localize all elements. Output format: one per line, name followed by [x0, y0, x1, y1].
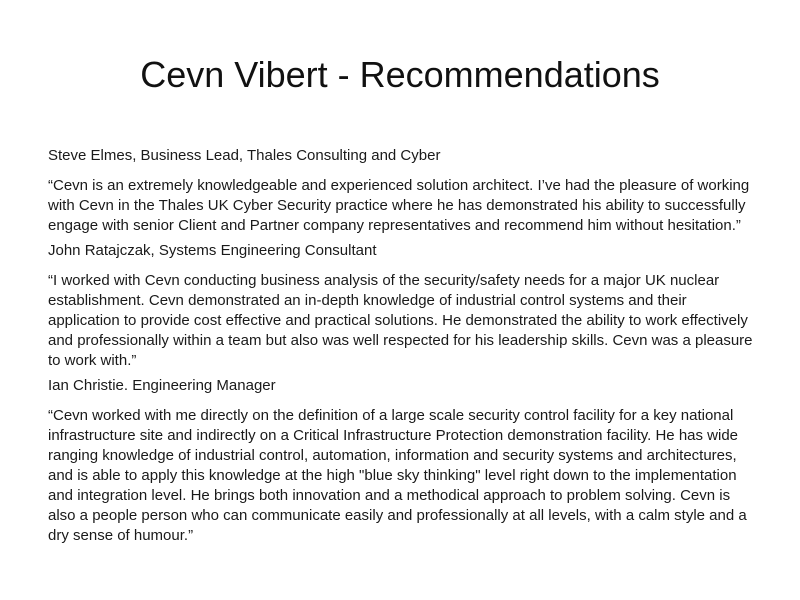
slide-title: Cevn Vibert - Recommendations	[140, 54, 660, 95]
recommendation-author-3: Ian Christie. Engineering Manager	[48, 377, 276, 394]
recommendation-author-2: John Ratajczak, Systems Engineering Consultant	[48, 242, 377, 259]
recommendation-quote-2: “I worked with Cevn conducting business analysis of the security/safety needs for a major UK nuclear establishment. Cevn demonstrated an in-depth knowledge of industrial control systems and their application to provide cost effective and practical solutions. He demonstrated the ability to work effectively and professionally within a team but also was well respected for his leadership skills. Cevn was a pleasure to work with.”	[48, 272, 753, 369]
recommendation-author-1: Steve Elmes, Business Lead, Thales Consulting and Cyber	[48, 147, 441, 164]
recommendation-quote-3: “Cevn worked with me directly on the definition of a large scale security control facility for a key national infrastructure site and indirectly on a Critical Infrastructure Protection demonstration facility. He has wide ranging knowledge of industrial control, automation, information and security systems and architectures, and is able to apply this knowledge at the high "blue sky thinking" level right down to the implementation and integration level. He brings both innovation and a methodical approach to problem solving. Cevn is also a people person who can communicate easily and professionally at all levels, with a calm style and a dry sense of humour.”	[48, 407, 747, 544]
recommendations-list	[48, 146, 760, 551]
recommendation-quote-1: “Cevn is an extremely knowledgeable and experienced solution architect. I’ve had the pleasure of working with Cevn in the Thales UK Cyber Security practice where he has demonstrated his ability to successfully engage with senior Client and Partner company representatives and recommend him without hesitation.”	[48, 177, 750, 234]
